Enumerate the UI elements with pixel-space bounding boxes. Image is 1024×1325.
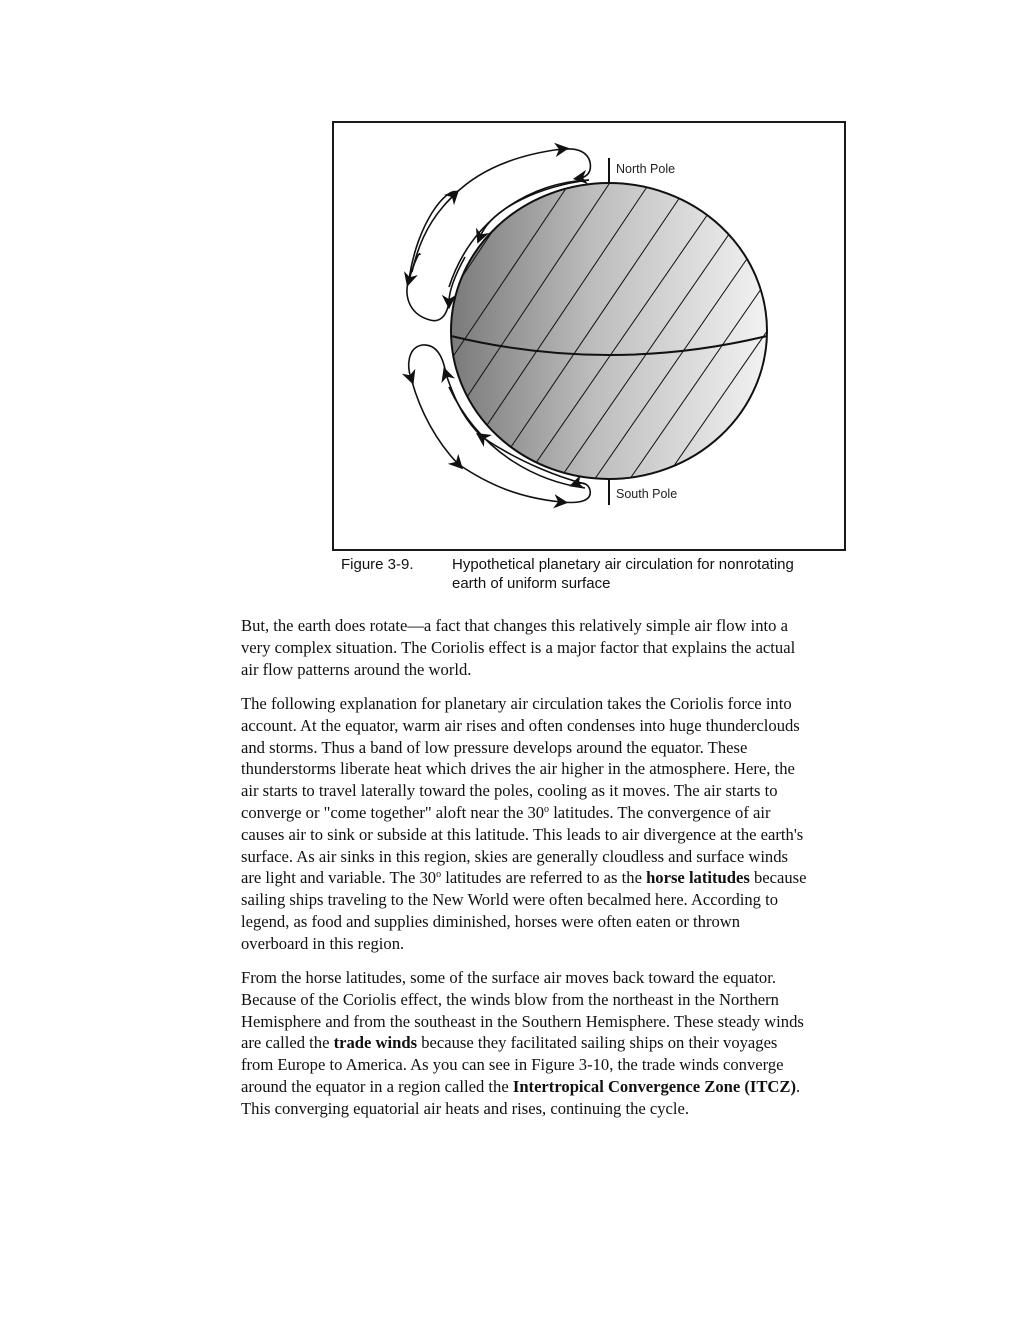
text-line: Hemisphere and from the southeast in the Southern Hemisphere. These steady winds: [241, 1011, 804, 1031]
text-line: air starts to travel laterally toward the poles, cooling as it moves. The air starts to: [241, 781, 778, 801]
text-line: thunderstorms liberate heat which drives the air higher in the atmosphere. Here, the: [241, 759, 795, 779]
text-line: account. At the equator, warm air rises and often condenses into huge thunderclouds: [241, 715, 800, 735]
text-line: are called the trade winds because they facilitated sailing ships on their voyages: [241, 1033, 778, 1053]
globe: [334, 172, 844, 512]
text-line: surface. As air sinks in this region, skies are generally cloudless and surface winds: [241, 846, 788, 866]
text-line: around the equator in a region called the Intertropical Convergence Zone (ITCZ).: [241, 1076, 801, 1096]
text-line: causes air to sink or subside at this latitude. This leads to air divergence at the earth's: [241, 824, 804, 844]
text-line: from Europe to America. As you can see in Figure 3-10, the trade winds converge: [241, 1055, 784, 1075]
text-line: The following explanation for planetary air circulation takes the Coriolis force into: [241, 694, 792, 713]
caption-text: [452, 555, 852, 593]
figure-3-9-frame: [332, 121, 846, 551]
text-line: air flow patterns around the world.: [241, 659, 472, 679]
text-line: From the horse latitudes, some of the surface air moves back toward the equator.: [241, 968, 776, 987]
text-line: converge or "come together" aloft near the 30$^o$ latitudes. The convergence of air: [241, 802, 771, 822]
text-line: overboard in this region.: [241, 933, 405, 953]
caption-line: Hypothetical planetary air circulation for nonrotating: [452, 556, 794, 573]
text-line: Because of the Coriolis effect, the winds blow from the northeast in the Northern: [241, 989, 779, 1009]
north-pole-label: North Pole: [616, 162, 676, 176]
text-line: are light and variable. The 30$^o$ latitudes are referred to as the horse latitudes because: [241, 868, 807, 888]
caption-line: earth of uniform surface: [452, 575, 611, 592]
text-line: and storms. Thus a band of low pressure develops around the equator. These: [241, 737, 748, 757]
term-horse-latitudes: horse latitudes: [646, 868, 750, 888]
paragraph-1: [241, 615, 881, 680]
paragraph-3: [241, 967, 881, 1120]
text-line: sailing ships traveling to the New World were often becalmed here. According to: [241, 890, 779, 910]
term-trade-winds: trade winds: [333, 1033, 418, 1053]
south-pole-label: South Pole: [616, 487, 678, 501]
term-itcz: Intertropical Convergence Zone (ITCZ): [512, 1076, 796, 1096]
text-line: legend, as food and supplies diminished, horses were often eaten or thrown: [241, 911, 741, 931]
text-line: very complex situation. The Coriolis effect is a major factor that explains the actual: [241, 637, 796, 657]
text-line: This converging equatorial air heats and rises, continuing the cycle.: [241, 1098, 690, 1118]
paragraph-2: [241, 693, 881, 955]
caption-number: Figure 3-9.: [341, 556, 414, 573]
text-line: But, the earth does rotate—a fact that changes this relatively simple air flow into a: [241, 616, 788, 635]
globe-circulation-diagram: [334, 123, 844, 549]
